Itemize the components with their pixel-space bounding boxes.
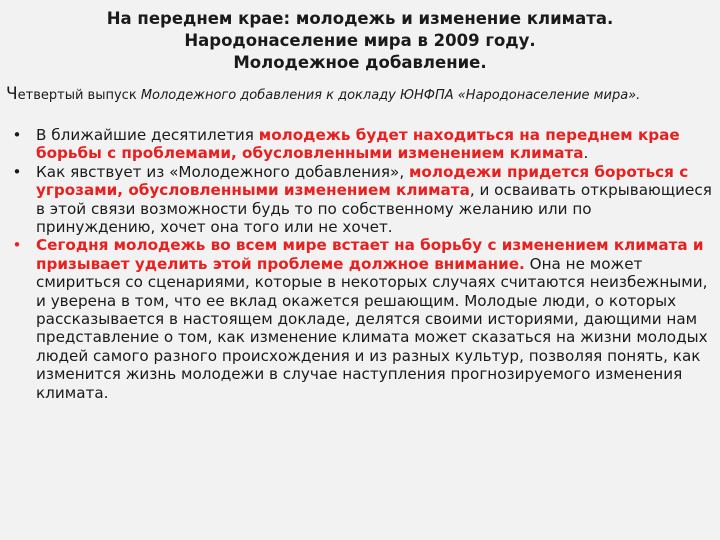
bullet-icon: • bbox=[12, 126, 22, 144]
bullet-highlight: Сегодня молодежь во всем мире встает на борьбу с изменением климата и призывает уделить этой проблеме должное внимание. bbox=[36, 236, 704, 273]
subtitle-capital: Ч bbox=[6, 84, 18, 104]
bullet-highlight: молодежи придется бороться с угрозами, обусловленными изменением климата bbox=[36, 162, 689, 200]
bullet-text: В ближайшие десятилетия bbox=[36, 126, 259, 144]
bullet-text: Как явствует из «Молодежного добавления», bbox=[36, 162, 409, 181]
title-line-2: Народонаселение мира в 2009 году. bbox=[184, 31, 536, 50]
subtitle bbox=[6, 84, 718, 104]
bullet-icon: • bbox=[12, 236, 22, 255]
bullet-text: . bbox=[583, 144, 589, 163]
bullet-list bbox=[10, 126, 714, 402]
slide-title bbox=[0, 8, 720, 74]
bullet-text: Она не может смириться со сценариями, которые в некоторых случаях считаются неизбежными, и уверена в том, что ее вклад окажется решающим. Молодые люди, о которых рассказывается в настоящем докладе, делятся своими историями, дающими нам представление о том, как изменение климата может сказаться на жизни молодых людей самого разного происхождения и из разных культур, позволяя понять, как изменится жизнь молодежи в случае наступления прогнозируемого изменения климата. bbox=[36, 254, 708, 402]
bullet-item bbox=[10, 126, 714, 163]
subtitle-text: етвертый выпуск bbox=[17, 88, 141, 103]
subtitle-italic: Молодежного добавления к докладу ЮНФПА «Народонаселение мира». bbox=[140, 88, 641, 103]
title-line-1: На переднем крае: молодежь и изменение климата. bbox=[106, 9, 614, 28]
bullet-item bbox=[10, 163, 714, 237]
title-line-3: Молодежное добавление. bbox=[233, 53, 487, 72]
bullet-highlight: молодежь будет находиться на переднем крае борьбы с проблемами, обусловленными изменением климата bbox=[36, 126, 680, 163]
bullet-icon: • bbox=[12, 162, 22, 181]
bullet-text: , и осваивать открывающиеся в этой связи возможности будь то по собственному желанию или по принуждению, хочет она того или не хочет. bbox=[36, 181, 712, 237]
bullet-item bbox=[10, 236, 714, 402]
